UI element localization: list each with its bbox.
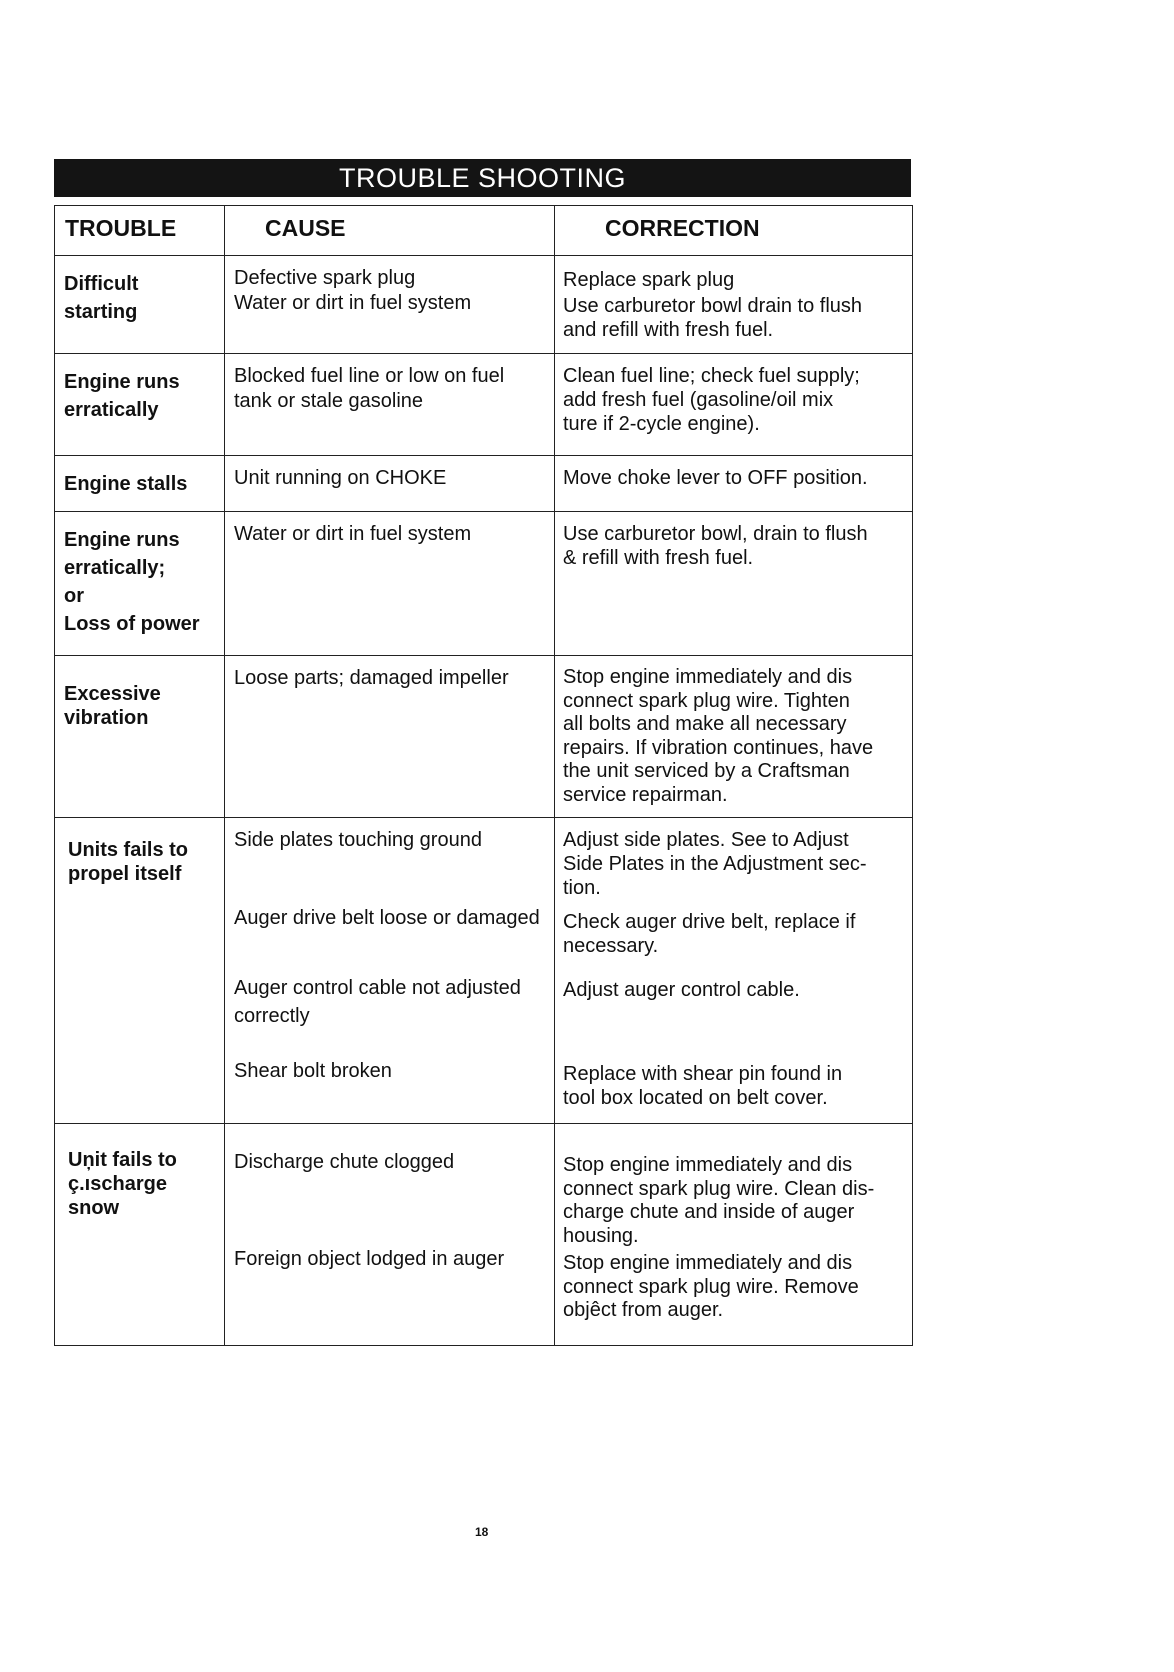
correction-line: Clean fuel line; check fuel supply; [563, 365, 860, 387]
cause-line: correctly [234, 1005, 310, 1027]
cause-line: Blocked fuel line or low on fuel [234, 365, 505, 387]
correction-line: necessary. [563, 935, 659, 957]
table-row [55, 512, 913, 656]
correction-line: Stop engine immediately and dis [563, 1252, 853, 1274]
correction-line: Use carburetor bowl, drain to flush [563, 523, 868, 545]
correction-line: add fresh fuel (gasoline/oil mix [563, 389, 834, 411]
cause-line: tank or stale gasoline [234, 390, 424, 412]
cause-line: Discharge chute clogged [234, 1151, 455, 1173]
correction-line: objêct from auger. [563, 1299, 724, 1321]
correction-line: & refill with fresh fuel. [563, 547, 754, 569]
correction-line: Replace spark plug [563, 269, 735, 291]
trouble-line: Difficult starting [64, 273, 139, 323]
correction-cell [555, 354, 913, 456]
correction-line: connect spark plug wire. Clean dis- [563, 1177, 875, 1200]
cause-line: Foreign object lodged in auger [234, 1248, 505, 1270]
cause-cell [225, 256, 555, 354]
trouble-line: snow [68, 1197, 120, 1219]
table-row [55, 256, 913, 354]
cause-line: Defective spark plug [234, 267, 416, 289]
cause-cell [225, 818, 555, 1124]
correction-cell [555, 656, 913, 818]
correction-line: service repairman. [563, 783, 728, 806]
correction-line: Replace with shear pin found in [563, 1063, 843, 1085]
trouble-line: Excessive [64, 683, 161, 705]
correction-line: connect spark plug wire. Tighten [563, 689, 850, 712]
trouble-cell [55, 656, 225, 818]
table-row [55, 354, 913, 456]
trouble-cell [55, 1124, 225, 1346]
correction-line: Adjust side plates. See to Adjust [563, 829, 849, 851]
correction-cell [555, 512, 913, 656]
cause-line: Loose parts; damaged impeller [234, 667, 509, 689]
trouble-line: Engine runs [64, 371, 180, 393]
cause-line: Shear bolt broken [234, 1060, 392, 1082]
trouble-cell [55, 512, 225, 656]
cause-cell [225, 1124, 555, 1346]
trouble-cell [55, 256, 225, 354]
header-correction: CORRECTION [555, 206, 913, 256]
correction-cell [555, 1124, 913, 1346]
trouble-line: Engine stalls [64, 473, 188, 495]
correction-line: Adjust auger control cable. [563, 979, 800, 1001]
correction-line: housing. [563, 1224, 639, 1247]
table-row [55, 456, 913, 512]
cause-line: Water or dirt in fuel system [234, 523, 472, 545]
cause-line: Auger drive belt loose or damaged [234, 907, 540, 929]
header-trouble: TROUBLE [55, 206, 225, 256]
correction-line: and refill with fresh fuel. [563, 319, 774, 341]
correction-line: tool box located on belt cover. [563, 1087, 828, 1109]
correction-line: all bolts and make all necessary [563, 713, 847, 735]
table-row [55, 818, 913, 1124]
troubleshooting-table [54, 205, 913, 1346]
cause-cell [225, 354, 555, 456]
cause-line: Water or dirt in fuel system [234, 292, 472, 314]
correction-line: the unit serviced by a Craftsman [563, 760, 850, 782]
correction-line: charge chute and inside of auger [563, 1201, 855, 1223]
page-number: 18 [475, 1525, 489, 1539]
table-row [55, 1124, 913, 1346]
cause-cell [225, 656, 555, 818]
correction-line: tion. [563, 877, 601, 899]
correction-line: Stop engine immediately and dis [563, 1154, 853, 1176]
trouble-line: propel itself [68, 863, 182, 885]
correction-line: Use carburetor bowl drain to flush [563, 295, 863, 317]
cause-line: Side plates touching ground [234, 829, 482, 851]
correction-cell [555, 256, 913, 354]
cause-cell [225, 512, 555, 656]
correction-cell [555, 818, 913, 1124]
correction-line: Check auger drive belt, replace if [563, 911, 856, 933]
correction-line: Stop engine immediately and dis [563, 666, 853, 688]
cause-line: Unit running on CHOKE [234, 467, 447, 489]
trouble-line: Engine runs [64, 529, 180, 551]
correction-line: Move choke lever to OFF position. [563, 467, 868, 489]
correction-cell [555, 456, 913, 512]
table-row [55, 656, 913, 818]
correction-line: connect spark plug wire. Remove [563, 1275, 859, 1298]
cause-line: Auger control cable not adjusted [234, 977, 521, 999]
trouble-line: or [64, 585, 84, 607]
correction-line: repairs. If vibration continues, have [563, 736, 874, 759]
trouble-line: Loss of power [64, 613, 200, 635]
section-title-banner: TROUBLE SHOOTING [54, 159, 911, 197]
trouble-line: ç.ıscharge [68, 1173, 167, 1195]
trouble-line: erratically [64, 399, 159, 421]
trouble-cell [55, 818, 225, 1124]
trouble-cell [55, 456, 225, 512]
trouble-line: Units fails to [68, 839, 189, 861]
trouble-line: erratically; [64, 557, 166, 579]
trouble-line: vibration [64, 707, 149, 729]
table-header-row [55, 206, 913, 256]
trouble-cell [55, 354, 225, 456]
header-cause: CAUSE [225, 206, 555, 256]
correction-line: Side Plates in the Adjustment sec- [563, 853, 867, 875]
cause-cell [225, 456, 555, 512]
correction-line: ture if 2-cycle engine). [563, 413, 760, 435]
trouble-line: Uņit fails to [68, 1149, 177, 1171]
